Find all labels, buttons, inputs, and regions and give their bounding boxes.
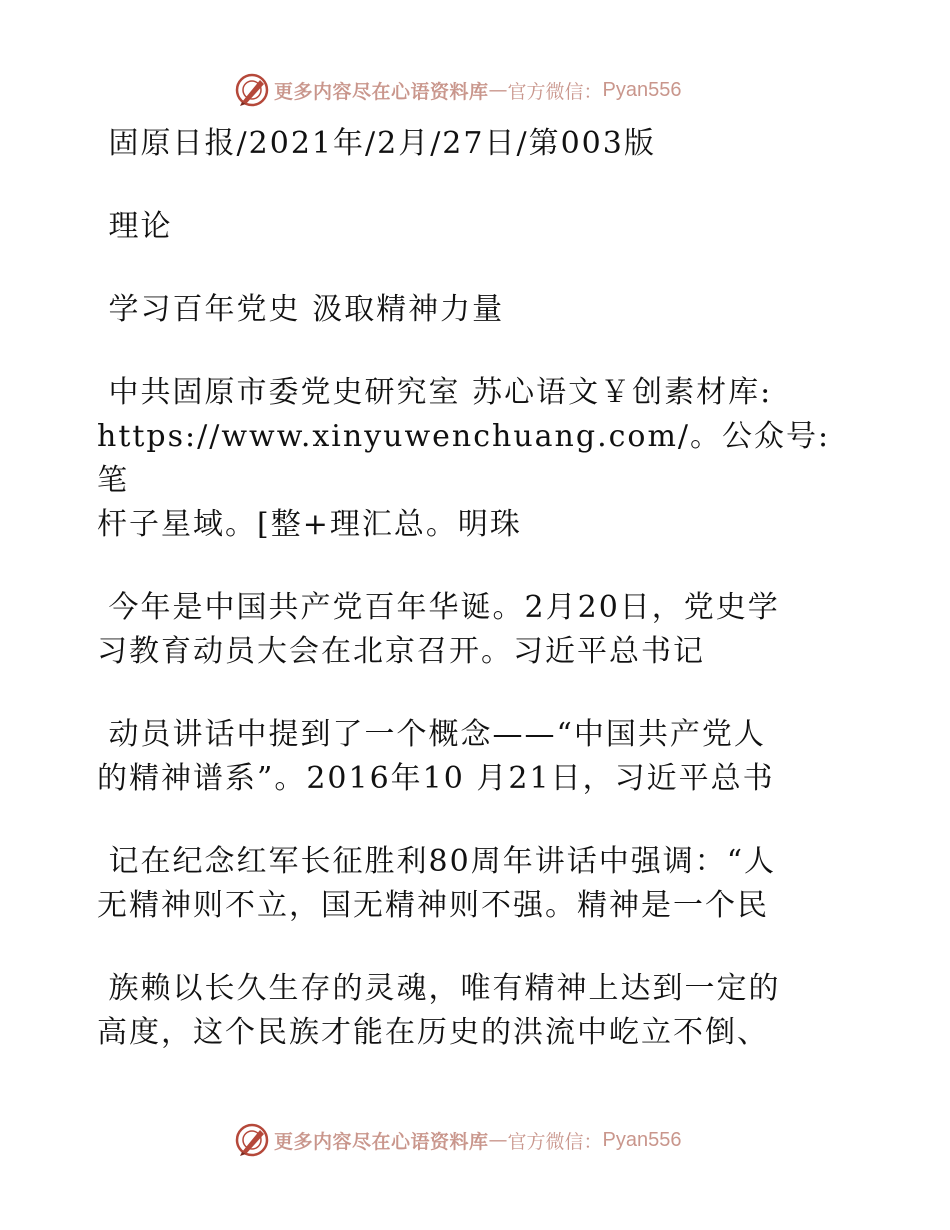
paragraph-line: 族赖以长久生存的灵魂，唯有精神上达到一定的 <box>108 971 781 1006</box>
watermark-text: 更多内容尽在心语资料库 <box>274 80 489 103</box>
source-line: 固原日报/2021年/2月/27日/第003版 <box>108 126 656 161</box>
watermark-wechat-id: Pyan556 <box>602 78 682 101</box>
section-label: 理论 <box>108 209 173 244</box>
pen-logo-icon <box>234 72 270 108</box>
paragraph-line: 习教育动员大会在北京召开。习近平总书记 <box>97 634 705 669</box>
watermark-wechat-label: 官方微信： <box>507 1130 603 1153</box>
watermark-separator: — <box>488 1129 508 1151</box>
watermark-separator: — <box>488 79 508 101</box>
watermark-banner-bottom <box>234 1122 682 1158</box>
paragraph-line: 记在纪念红军长征胜利80周年讲话中强调：“人 <box>108 844 777 879</box>
article-body <box>97 122 847 1055</box>
paragraph-line: 无精神则不立，国无精神则不强。精神是一个民 <box>97 888 769 923</box>
watermark-text: 更多内容尽在心语资料库 <box>274 1130 489 1153</box>
author-line: https://www.xinyuwenchuang.com/。公众号: 笔 <box>97 419 831 498</box>
paragraph-line: 动员讲话中提到了一个概念——“中国共产党人 <box>108 717 766 752</box>
article-title: 学习百年党史 汲取精神力量 <box>108 292 505 327</box>
author-line: 杆子星域。[整+理汇总。明珠 <box>97 507 522 542</box>
paragraph-line: 高度，这个民族才能在历史的洪流中屹立不倒、 <box>97 1015 769 1050</box>
pen-logo-icon <box>234 1122 270 1158</box>
paragraph-line: 的精神谱系”。2016年10 月21日，习近平总书 <box>97 761 775 796</box>
watermark-wechat-label: 官方微信： <box>507 80 603 103</box>
paragraph-line: 今年是中国共产党百年华诞。2月20日，党史学 <box>108 590 780 625</box>
watermark-wechat-id: Pyan556 <box>602 1128 682 1151</box>
author-line: 中共固原市委党史研究室 苏心语文￥创素材库: <box>108 375 773 410</box>
watermark-banner-top <box>234 72 682 108</box>
